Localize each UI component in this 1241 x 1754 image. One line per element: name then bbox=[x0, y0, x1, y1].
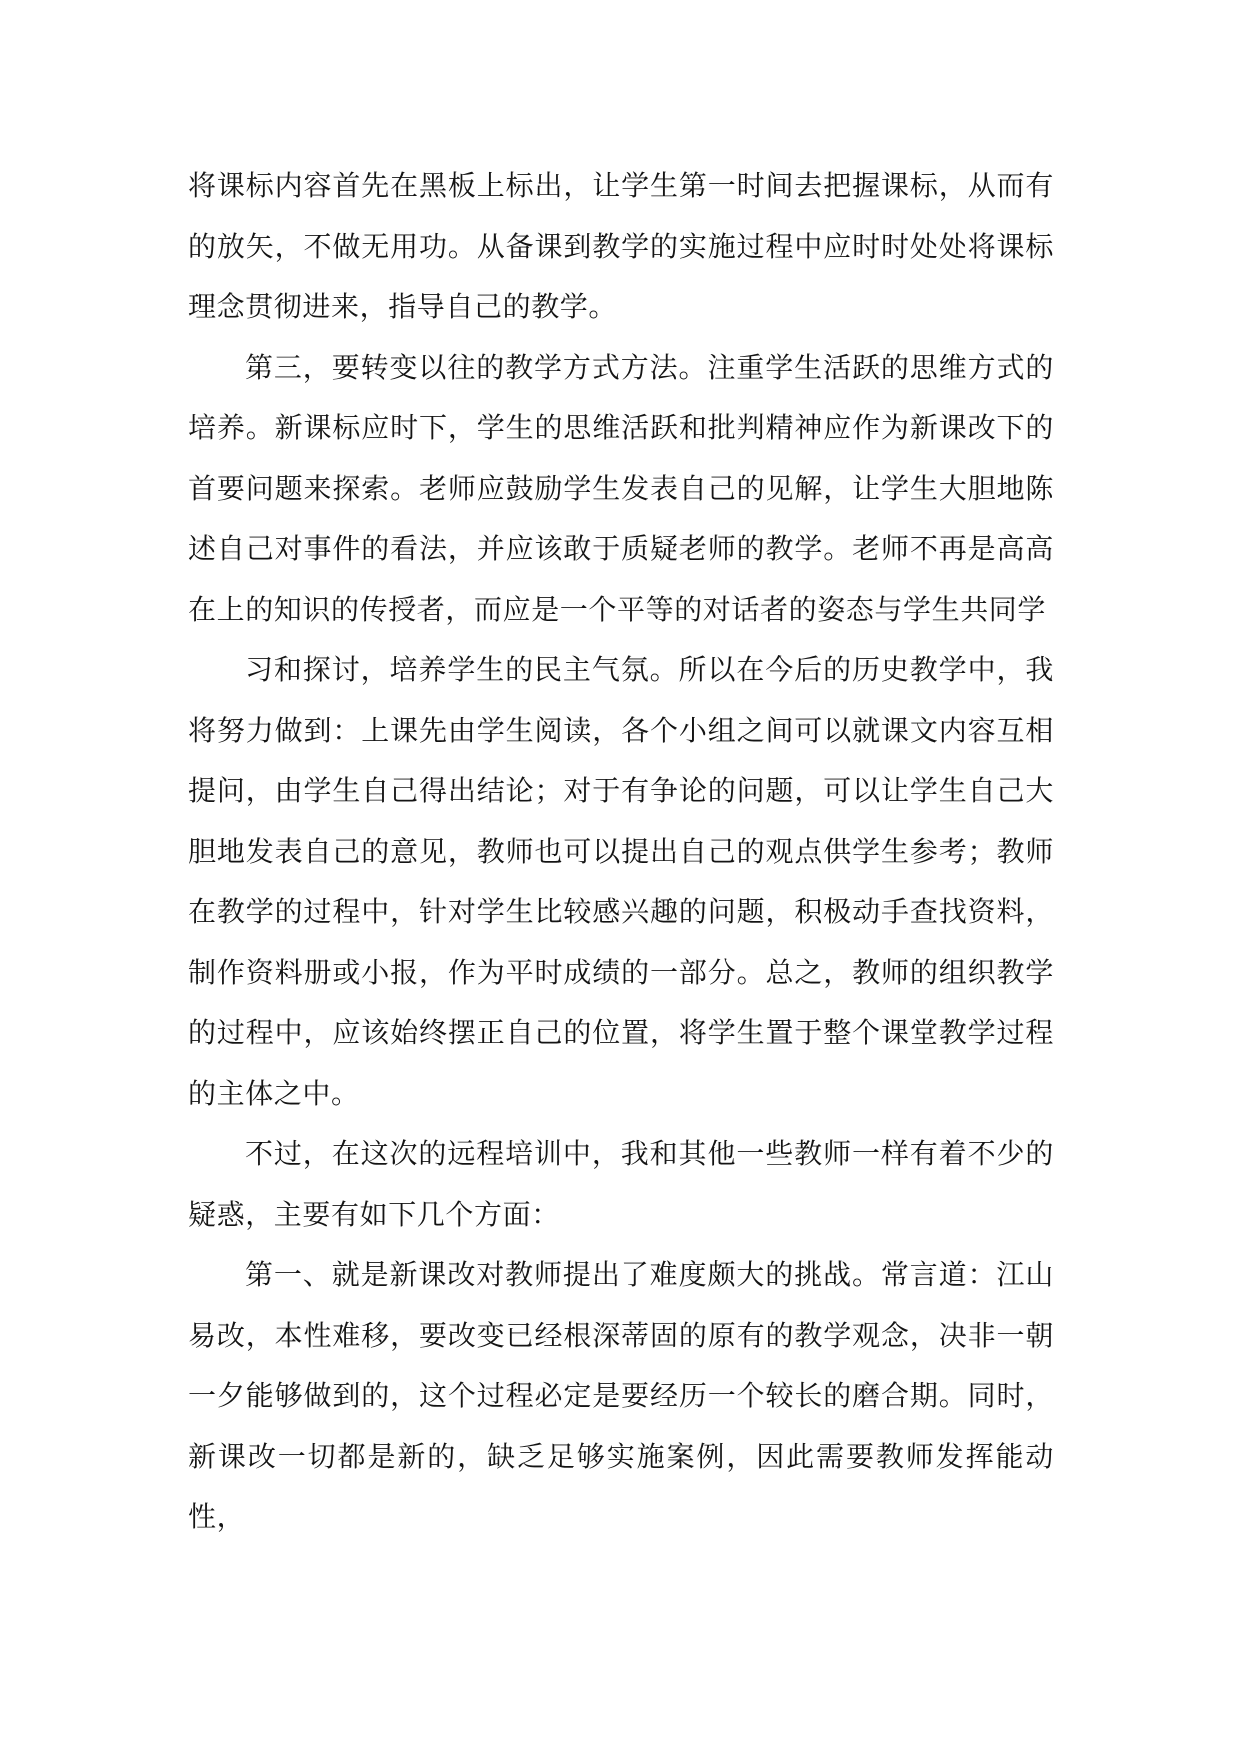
paragraph-5: 第一、就是新课改对教师提出了难度颇大的挑战。常言道：江山易改，本性难移，要改变已经根深蒂固的原有的教学观念，决非一朝一夕能够做到的，这个过程必定是要经历一个较长的磨合期。同时，新课改一切都是新的，缺乏足够实施案例，因此需要教师发挥能动性， bbox=[188, 1258, 1054, 1533]
paragraph-1: 将课标内容首先在黑板上标出，让学生第一时间去把握课标，从而有的放矢，不做无用功。从备课到教学的实施过程中应时时处处将课标理念贯彻进来，指导自己的教学。 bbox=[188, 169, 1054, 323]
document-body bbox=[188, 156, 1054, 1548]
paragraph-4: 不过，在这次的远程培训中，我和其他一些教师一样有着不少的疑惑，主要有如下几个方面： bbox=[188, 1137, 1054, 1231]
paragraph-2: 第三，要转变以往的教学方式方法。注重学生活跃的思维方式的培养。新课标应时下，学生的思维活跃和批判精神应作为新课改下的首要问题来探索。老师应鼓励学生发表自己的见解，让学生大胆地陈述自己对事件的看法，并应该敢于质疑老师的教学。老师不再是高高在上的知识的传授者，而应是一个平等的对话者的姿态与学生共同学 bbox=[188, 350, 1054, 626]
paragraph-3: 习和探讨，培养学生的民主气氛。所以在今后的历史教学中，我将努力做到：上课先由学生阅读，各个小组之间可以就课文内容互相提问，由学生自己得出结论；对于有争论的问题，可以让学生自己大胆地发表自己的意见，教师也可以提出自己的观点供学生参考；教师在教学的过程中，针对学生比较感兴趣的问题，积极动手查找资料，制作资料册或小报，作为平时成绩的一部分。总之，教师的组织教学的过程中，应该始终摆正自己的位置，将学生置于整个课堂教学过程的主体之中。 bbox=[188, 653, 1054, 1110]
